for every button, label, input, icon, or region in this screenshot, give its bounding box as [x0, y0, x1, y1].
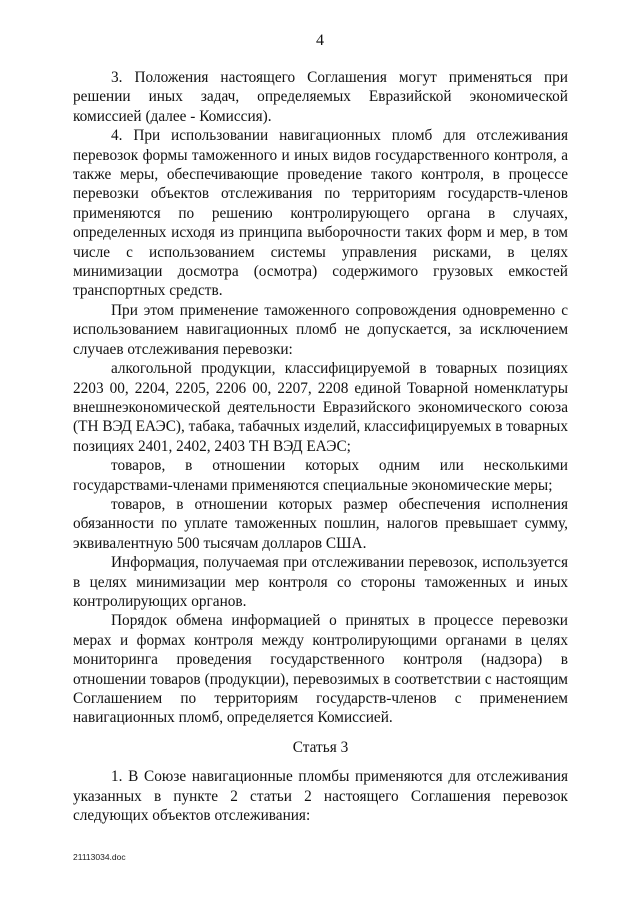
- paragraph-clause-4: 4. При использовании навигационных пломб для отслеживания перевозок формы таможенного и иных видов государственного контроля, а также меры, обеспечивающие проведение такого контроля, в процессе перевозки объектов отслеживания по территориям государств-членов применяются по решению контролирующего органа в случаях, определенных исходя из принципа выборочности таких форм и мер, в том числе с использованием системы управления рисками, в целях минимизации досмотра (осмотра) содержимого грузовых емкостей транспортных средств.: [73, 127, 568, 300]
- paragraph-exchange-procedure: Порядок обмена информацией о принятых в процессе перевозки мерах и формах контроля между контролирующими органами в целях мониторинга проведения государственного контроля (надзора) в отношении товаров (продукции), перевозимых в соответствии с настоящим Соглашением по территориям государств-членов с применением навигационных пломб, определяется Комиссией.: [73, 612, 568, 727]
- paragraph-security-amount: товаров, в отношении которых размер обеспечения исполнения обязанности по уплате таможенных пошлин, налогов превышает сумму, эквивалентную 500 тысячам долларов США.: [73, 495, 568, 552]
- paragraph-escort-exception: При этом применение таможенного сопровождения одновременно с использованием навигационных пломб не допускается, за исключением случаев отслеживания перевозки:: [73, 301, 568, 358]
- paragraph-clause-3: 3. Положения настоящего Соглашения могут применяться при решении иных задач, определяемых Евразийской экономической комиссией (далее - Комиссия).: [73, 69, 568, 125]
- article-heading: Статья 3: [292, 738, 349, 756]
- document-body: [73, 68, 568, 825]
- page-number: 4: [316, 32, 324, 49]
- paragraph-alcohol-tobacco: алкогольной продукции, классифицируемой в товарных позициях 2203 00, 2204, 2205, 2206 00, 2207, 2208 единой Товарной номенклатуры внешнеэкономической деятельности Евразийского экономического союза (ТН ВЭД ЕАЭС), табака, табачных изделий, классифицируемых в товарных позициях 2401, 2402, 2403 ТН ВЭД ЕАЭС;: [73, 360, 568, 455]
- paragraph-information-use: Информация, получаемая при отслеживании перевозок, используется в целях минимизации мер контроля со стороны таможенных и иных контролирующих органов.: [73, 554, 568, 610]
- paragraph-special-measures: товаров, в отношении которых одним или несколькими государствами-членами применяются специальные экономические меры;: [73, 457, 568, 494]
- paragraph-article-3-clause-1: 1. В Союзе навигационные пломбы применяются для отслеживания указанных в пункте 2 статьи 2 настоящего Соглашения перевозок следующих объектов отслеживания:: [73, 768, 568, 825]
- footer-filename: 21113034.doc: [73, 852, 126, 862]
